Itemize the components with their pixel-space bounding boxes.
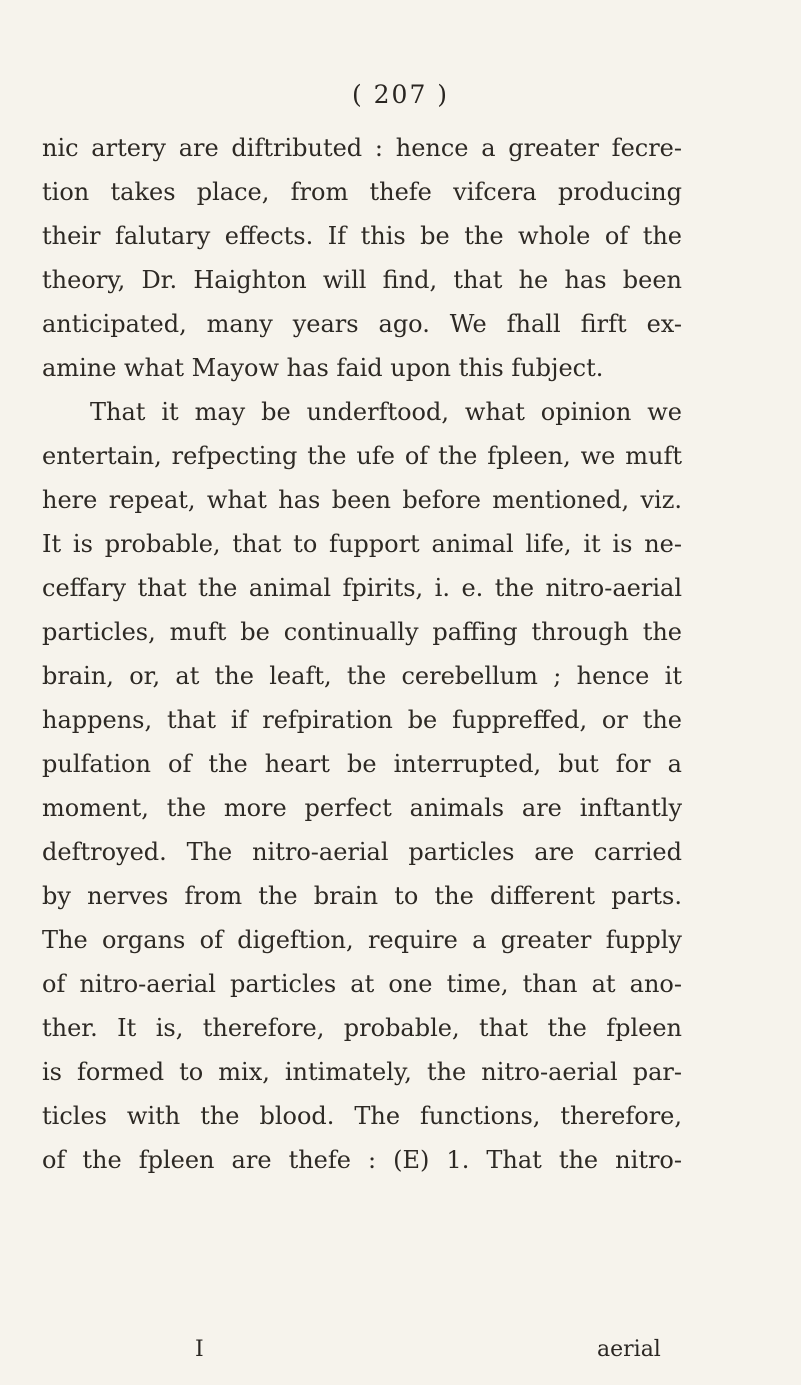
text-line-11: ceffary that the animal fpirits, i. e. the nitro-aerial — [42, 574, 682, 602]
text-line-6: amine what Mayow has faid upon this fubject. — [42, 354, 604, 382]
text-line-16: moment, the more perfect animals are inftantly — [42, 794, 682, 822]
text-line-9: here repeat, what has been before mentioned, viz. — [42, 486, 682, 514]
text-line-7: That it may be underftood, what opinion we — [90, 398, 682, 426]
text-line-15: pulfation of the heart be interrupted, but for a — [42, 750, 682, 778]
text-line-12: particles, muft be continually paffing through the — [42, 618, 682, 646]
text-line-23: ticles with the blood. The functions, therefore, — [42, 1102, 682, 1130]
catchword: aerial — [597, 1337, 661, 1362]
text-line-5: anticipated, many years ago. We fhall firft ex- — [42, 310, 682, 338]
text-line-21: ther. It is, therefore, probable, that the fpleen — [42, 1014, 682, 1042]
text-line-1: nic artery are diftributed : hence a greater fecre- — [42, 134, 682, 162]
text-line-22: is formed to mix, intimately, the nitro-aerial par- — [42, 1058, 682, 1086]
text-line-24: of the fpleen are thefe : (E) 1. That the nitro- — [42, 1146, 682, 1174]
text-line-4: theory, Dr. Haighton will find, that he has been — [42, 266, 682, 294]
text-line-20: of nitro-aerial particles at one time, than at ano- — [42, 970, 682, 998]
text-line-13: brain, or, at the leaft, the cerebellum ; hence it — [42, 662, 682, 690]
text-line-2: tion takes place, from thefe vifcera producing — [42, 178, 682, 206]
text-line-17: deftroyed. The nitro-aerial particles are carried — [42, 838, 682, 866]
signature-mark: I — [195, 1337, 204, 1362]
text-line-18: by nerves from the brain to the different parts. — [42, 882, 682, 910]
text-line-19: The organs of digeftion, require a greater fupply — [42, 926, 682, 954]
text-line-14: happens, that if refpiration be fuppreffed, or the — [42, 706, 682, 734]
text-line-10: It is probable, that to fupport animal life, it is ne- — [42, 530, 682, 558]
text-line-3: their falutary effects. If this be the whole of the — [42, 222, 682, 250]
text-line-8: entertain, refpecting the ufe of the fpleen, we muft — [42, 442, 682, 470]
page-number: ( 207 ) — [351, 80, 450, 109]
